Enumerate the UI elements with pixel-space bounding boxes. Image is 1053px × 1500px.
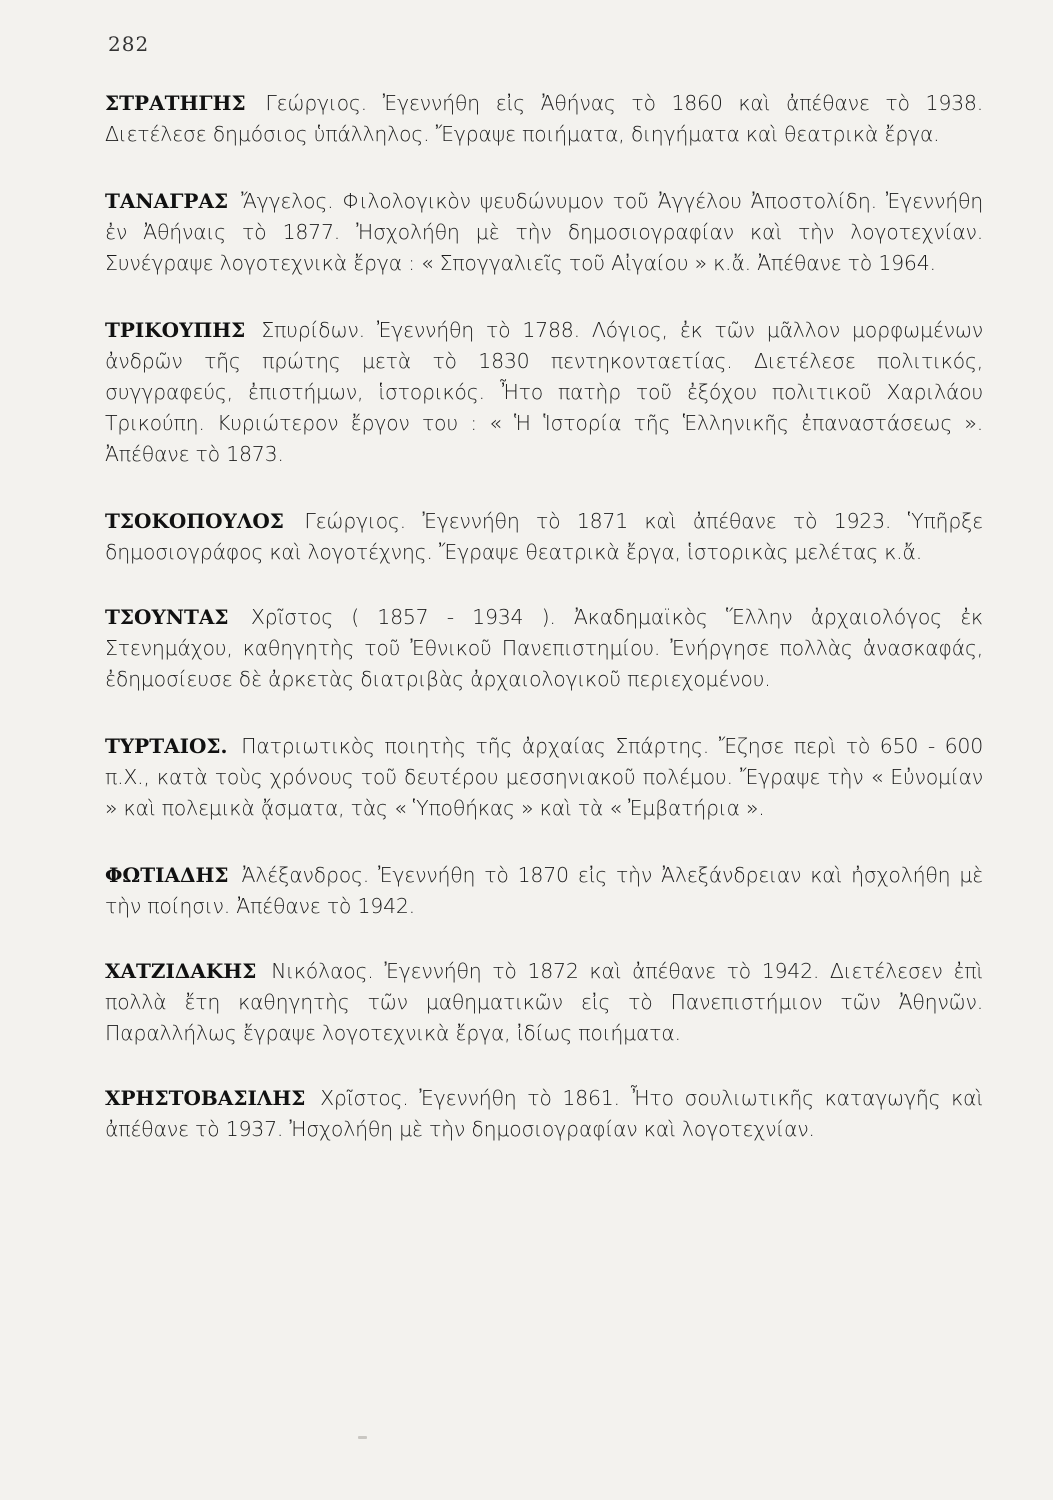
entry-name: ΤΥΡΤΑΙΟΣ.	[105, 734, 228, 758]
entry-trikoupis	[105, 315, 983, 470]
entry-tsountas	[105, 602, 983, 695]
entry-text: Ἄγγελος. Φιλολογικὸν ψευδώνυμον τοῦ Ἀγγέλου Ἀποστολίδη. Ἐγεννήθη ἐν Ἀθήναις τὸ 1877. Ἠσχολήθη μὲ τὴν δημοσιογραφίαν καὶ τὴν λογοτεχνίαν. Συνέγραψε λογοτεχνικὰ ἔργα : « Σπογγαλιεῖς τοῦ Αἰγαίου » κ.ἄ. Ἀπέθανε τὸ 1964.	[105, 189, 983, 275]
entry-text: Νικόλαος. Ἐγεννήθη τὸ 1872 καὶ ἀπέθανε τὸ 1942. Διετέλεσεν ἐπὶ πολλὰ ἔτη καθηγητὴς τῶν μαθηματικῶν εἰς τὸ Πανεπιστήμιον τῶν Ἀθηνῶν. Παραλλήλως ἔγραψε λογοτεχνικὰ ἔργα, ἰδίως ποιήματα.	[105, 959, 983, 1045]
entry-name: ΧΑΤΖΙΔΑΚΗΣ	[105, 959, 257, 983]
entry-text: Σπυρίδων. Ἐγεννήθη τὸ 1788. Λόγιος, ἐκ τῶν μᾶλλον μορφωμένων ἀνδρῶν τῆς πρώτης μετὰ τὸ 1830 πεντηκονταετίας. Διετέλεσε πολιτικός, συγγραφεύς, ἐπιστήμων, ἱστορικός. Ἦτο πατὴρ τοῦ ἐξόχου πολιτικοῦ Χαριλάου Τρικούπη. Κυριώτερον ἔργον του : « Ἡ Ἱστορία τῆς Ἑλληνικῆς ἐπαναστάσεως ». Ἀπέθανε τὸ 1873.	[105, 318, 983, 466]
entry-tsokopoulos	[105, 506, 983, 568]
biographical-entries	[105, 88, 983, 1181]
entry-chatzidakis	[105, 956, 983, 1049]
entry-name: ΤΡΙΚΟΥΠΗΣ	[105, 318, 246, 342]
entry-text: Χρῖστος ( 1857 - 1934 ). Ἀκαδημαϊκὸς Ἕλλην ἀρχαιολόγος ἐκ Στενημάχου, καθηγητὴς τοῦ Ἐθνικοῦ Πανεπιστημίου. Ἐνήργησε πολλὰς ἀνασκαφάς, ἐδημοσίευσε δὲ ἀρκετὰς διατριβὰς ἀρχαιολογικοῦ περιεχομένου.	[105, 605, 983, 691]
page-number: 282	[108, 32, 150, 56]
entry-stratigis	[105, 88, 983, 150]
entry-name: ΣΤΡΑΤΗΓΗΣ	[105, 91, 246, 115]
entry-fotiadis	[105, 860, 983, 922]
entry-text: Γεώργιος. Ἐγεννήθη εἰς Ἀθήνας τὸ 1860 καὶ ἀπέθανε τὸ 1938. Διετέλεσε δημόσιος ὑπάλληλος. Ἔγραψε ποιήματα, διηγήματα καὶ θεατρικὰ ἔργα.	[105, 91, 983, 146]
entry-christovasilis	[105, 1083, 983, 1145]
entry-tanagras	[105, 186, 983, 279]
entry-name: ΤΣΟΥΝΤΑΣ	[105, 605, 229, 629]
entry-name: ΦΩΤΙΑΔΗΣ	[105, 863, 229, 887]
entry-tyrtaios	[105, 731, 983, 824]
entry-name: ΤΣΟΚΟΠΟΥΛΟΣ	[105, 509, 284, 533]
entry-text: Γεώργιος. Ἐγεννήθη τὸ 1871 καὶ ἀπέθανε τὸ 1923. Ὑπῆρξε δημοσιογράφος καὶ λογοτέχνης. Ἔγραψε θεατρικὰ ἔργα, ἱστορικὰς μελέτας κ.ἄ.	[105, 509, 983, 564]
entry-text: Ἀλέξανδρος. Ἐγεννήθη τὸ 1870 εἰς τὴν Ἀλεξάνδρειαν καὶ ἠσχολήθη μὲ τὴν ποίησιν. Ἀπέθανε τὸ 1942.	[105, 863, 983, 918]
entry-name: ΧΡΗΣΤΟΒΑΣΙΛΗΣ	[105, 1086, 306, 1110]
entry-text: Χρῖστος. Ἐγεννήθη τὸ 1861. Ἦτο σουλιωτικῆς καταγωγῆς καὶ ἀπέθανε τὸ 1937. Ἠσχολήθη μὲ τὴν δημοσιογραφίαν καὶ λογοτεχνίαν.	[105, 1086, 983, 1141]
scan-speck	[358, 1436, 367, 1439]
entry-name: ΤΑΝΑΓΡΑΣ	[105, 189, 229, 213]
entry-text: Πατριωτικὸς ποιητὴς τῆς ἀρχαίας Σπάρτης. Ἔζησε περὶ τὸ 650 - 600 π.Χ., κατὰ τοὺς χρόνους τοῦ δευτέρου μεσσηνιακοῦ πολέμου. Ἔγραψε τὴν « Εὐνομίαν » καὶ πολεμικὰ ᾄσματα, τὰς « Ὑποθήκας » καὶ τὰ « Ἐμβατήρια ».	[105, 734, 983, 820]
